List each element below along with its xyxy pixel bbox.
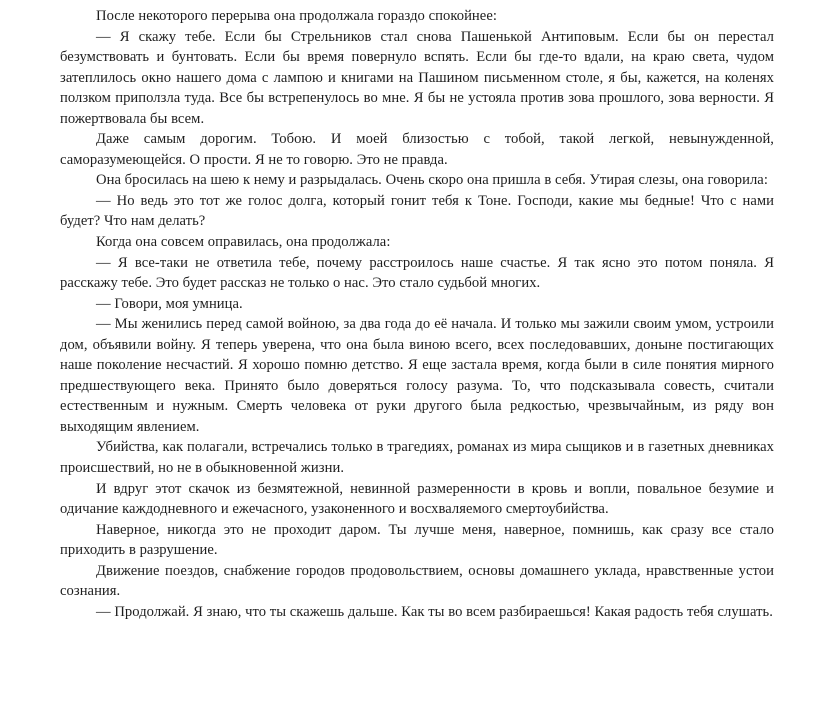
paragraph: — Мы женились перед самой войною, за два года до её начала. И только мы зажили своим умом, устроили дом, объявили войну. Я теперь уверена, что она была виною всего, всех последовавших, доныне постигающих наше поколение несчастий. Я хорошо помню детство. Я еще застала время, когда были в силе понятия мирного предшествующего века. Принято было доверяться голосу разума. То, что подсказывала совесть, считали естественным и нужным. Смерть человека от руки другого была редкостью, чрезвычайным, из ряду вон выходящим явлением. [60,316,774,435]
paragraph: Она бросилась на шею к нему и разрыдалась. Очень скоро она пришла в себя. Утирая слезы, она говорила: [96,172,768,189]
paragraph: После некоторого перерыва она продолжала гораздо спокойнее: [96,8,497,24]
paragraph: Движение поездов, снабжение городов продовольствием, основы домашнего уклада, нравственные устои сознания. [60,562,774,600]
paragraph: — Я скажу тебе. Если бы Стрельников стал снова Пашенькой Антиповым. Если бы он перестал безумствовать и бунтовать. Если бы время повернуло вспять. Если бы где-то вдали, на краю света, чудом затеплилось окно нашего дома с лампою и книгами на Пашином письменном столе, я бы, кажется, на коленях ползком приползла туда. Все бы встрепенулось во мне. Я бы не устояла против зова прошлого, зова верности. Я пожертвовала бы всем. [60,28,774,127]
paragraph: Когда она совсем оправилась, она продолжала: [96,234,391,251]
paragraph: — Но ведь это тот же голос долга, который гонит тебя к Тоне. Господи, какие мы бедные! Что с нами будет? Что нам делать? [60,192,774,230]
paragraph: И вдруг этот скачок из безмятежной, невинной размеренности в кровь и вопли, повальное безумие и одичание каждодневного и ежечасного, узаконенного и восхваляемого смертоубийства. [60,480,774,518]
paragraph: — Я все-таки не ответила тебе, почему расстроилось наше счастье. Я так ясно это потом поняла. Я расскажу тебе. Это будет рассказ не только о нас. Это стало судьбой многих. [60,254,774,292]
paragraph: Убийства, как полагали, встречались только в трагедиях, романах из мира сыщиков и в газетных дневниках происшествий, но не в обыкновенной жизни. [60,439,774,477]
paragraph: Даже самым дорогим. Тобою. И моей близостью с тобой, такой легкой, невынужденной, саморазумеющейся. О прости. Я не то говорю. Это не правда. [60,131,774,168]
paragraph: Наверное, никогда это не проходит даром. Ты лучше меня, наверное, помнишь, как сразу все стало приходить в разрушение. [60,521,774,559]
paragraph: — Говори, моя умница. [96,295,243,312]
paragraph: — Продолжай. Я знаю, что ты скажешь дальше. Как ты во всем разбираешься! Какая радость тебя слушать. [96,603,773,620]
